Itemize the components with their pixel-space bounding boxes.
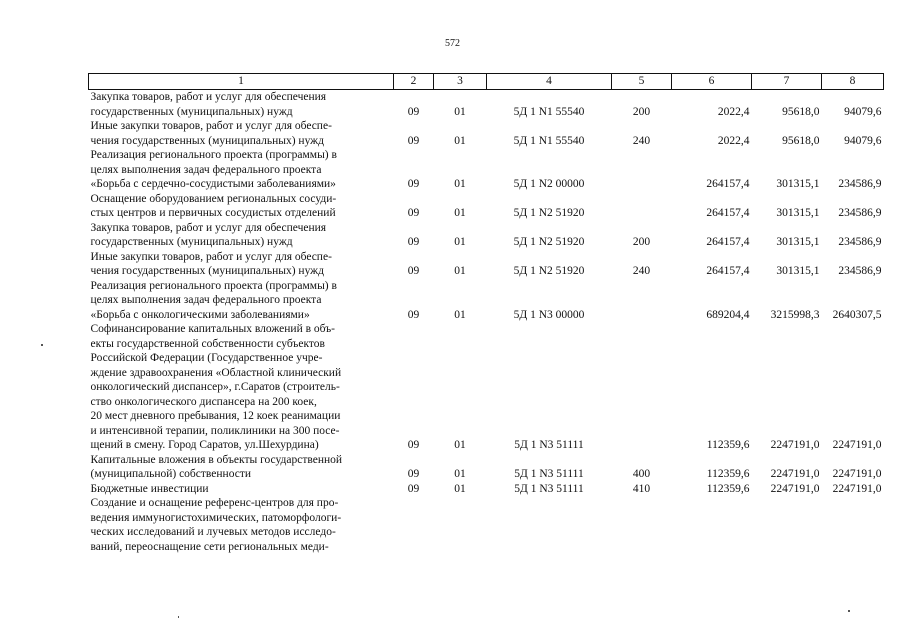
amount-col-6: [672, 496, 752, 554]
amount-col-6: 2022,4: [717, 134, 750, 147]
amount-col-6: 264157,4: [706, 207, 750, 219]
section-code: 09: [407, 178, 420, 190]
description-line: Реализация регионального проекта (программы) в: [90, 279, 337, 292]
description-line: ваний, переоснащение сети региональных меди-: [90, 540, 329, 553]
section-code: 09: [407, 468, 420, 480]
description-line: Иные закупки товаров, работ и услуг для обеспе-: [90, 250, 332, 263]
description-line: Закупка товаров, работ и услуг для обеспечения: [90, 221, 327, 234]
amount-col-7: 95618,0: [782, 134, 820, 147]
subsection-code: [434, 496, 487, 554]
expense-type-code: 240: [632, 265, 651, 277]
amount-col-8: 94079,6: [844, 134, 882, 147]
description-line: Оснащение оборудованием региональных сосуди-: [90, 192, 337, 205]
expense-type-code: 410: [632, 482, 651, 495]
description-line: целях выполнения задач федерального проекта: [90, 294, 322, 306]
description-line: «Борьба с онкологическими заболеваниями»: [90, 308, 310, 321]
expense-type-code: [612, 496, 672, 554]
amount-col-7: 301315,1: [776, 178, 820, 190]
subsection-code: 01: [454, 207, 466, 219]
description-line: ждение здравоохранения «Областной клинический: [90, 366, 342, 379]
expense-type-code: 200: [632, 105, 651, 118]
amount-col-6: 689204,4: [706, 308, 750, 321]
amount-col-7: 301315,1: [776, 236, 820, 248]
scan-dot: [41, 344, 43, 346]
table-header: [89, 74, 884, 90]
column-header-7: 7: [752, 74, 822, 90]
section-code: 09: [407, 439, 420, 451]
table-row: [89, 90, 884, 120]
amount-col-7: 301315,1: [776, 265, 820, 277]
target-article-code: [487, 496, 612, 554]
description-line: Капитальные вложения в объекты государственной: [90, 453, 343, 466]
amount-col-7: 301315,1: [776, 207, 820, 219]
target-article-code: 5Д 1 N2 51920: [513, 236, 585, 248]
description-line: Закупка товаров, работ и услуг для обеспечения: [90, 91, 327, 103]
amount-col-7: 2247191,0: [770, 482, 820, 495]
amount-col-8: 2640307,5: [832, 308, 882, 321]
description-line: ство онкологического диспансера на 200 коек,: [90, 395, 317, 408]
amount-col-8: 234586,9: [838, 178, 882, 190]
amount-col-6: 264157,4: [706, 236, 750, 248]
target-article-code: 5Д 1 N1 55540: [513, 134, 585, 147]
table-body: [89, 90, 884, 555]
description-line: и интенсивной терапии, поликлиники на 300 посе-: [90, 424, 340, 437]
section-code: 09: [407, 308, 420, 321]
description-line: ческих исследований и лучевых методов исследо-: [90, 526, 336, 538]
section-code: 09: [407, 265, 420, 277]
amount-col-8: 2247191,0: [832, 482, 882, 495]
amount-col-7: [752, 496, 822, 554]
section-code: 09: [407, 105, 420, 118]
section-code: 09: [407, 207, 420, 219]
description-line: государственных (муниципальных) нужд: [90, 105, 293, 118]
amount-col-8: 234586,9: [838, 236, 882, 248]
section-code: [394, 496, 434, 554]
table-row: [89, 496, 884, 554]
table-row: [89, 119, 884, 148]
subsection-code: 01: [454, 468, 466, 480]
page-number: 572: [445, 38, 460, 49]
amount-col-7: 2247191,0: [770, 439, 820, 451]
subsection-code: 01: [454, 265, 466, 277]
subsection-code: 01: [454, 134, 466, 147]
section-code: 09: [407, 482, 420, 495]
description-line: «Борьба с сердечно-сосудистыми заболеваниями»: [90, 178, 336, 190]
table-row: [89, 279, 884, 323]
expense-type-code: 240: [632, 134, 651, 147]
scan-dot: [848, 610, 850, 612]
description-line: Российской Федерации (Государственное учре-: [90, 352, 323, 364]
header-row: [89, 74, 884, 90]
description-line: Реализация регионального проекта (программы) в: [90, 149, 337, 161]
column-header-6: 6: [672, 74, 752, 90]
description-line: Создание и оснащение референс-центров для про-: [90, 497, 339, 509]
row-description: [89, 90, 394, 120]
amount-col-7: 2247191,0: [770, 468, 820, 480]
table-row: [89, 453, 884, 482]
amount-col-8: 234586,9: [838, 207, 882, 219]
table-row: [89, 250, 884, 279]
column-header-4: 4: [487, 74, 612, 90]
column-header-2: 2: [394, 74, 434, 90]
target-article-code: 5Д 1 N3 51111: [514, 482, 584, 495]
expense-type-code: 400: [632, 468, 651, 480]
row-description: [89, 482, 394, 497]
description-line: Бюджетные инвестиции: [90, 482, 209, 495]
amount-col-6: 112359,6: [706, 468, 750, 480]
target-article-code: 5Д 1 N2 51920: [513, 207, 585, 219]
description-line: целях выполнения задач федерального проекта: [90, 163, 322, 176]
budget-table: [88, 73, 884, 554]
column-header-5: 5: [612, 74, 672, 90]
table-row: [89, 482, 884, 497]
amount-col-7: 95618,0: [782, 105, 820, 118]
table-row: [89, 148, 884, 192]
description-line: государственных (муниципальных) нужд: [90, 236, 293, 248]
amount-col-8: 2247191,0: [832, 439, 882, 451]
amount-col-7: 3215998,3: [770, 308, 820, 321]
row-description: [89, 453, 394, 482]
column-header-1: 1: [89, 74, 394, 90]
subsection-code: 01: [454, 308, 466, 321]
amount-col-6: 112359,6: [706, 482, 750, 495]
amount-col-6: 112359,6: [706, 439, 750, 451]
column-header-8: 8: [822, 74, 884, 90]
row-description: [89, 250, 394, 279]
row-description: [89, 148, 394, 192]
description-line: екты государственной собственности субъектов: [90, 337, 325, 350]
target-article-code: 5Д 1 N3 00000: [513, 308, 585, 321]
subsection-code: 01: [454, 439, 466, 451]
expense-type-code: [612, 192, 672, 221]
target-article-code: 5Д 1 N3 51111: [514, 468, 584, 480]
row-description: [89, 192, 394, 221]
target-article-code: 5Д 1 N3 51111: [514, 439, 584, 451]
table-row: [89, 221, 884, 250]
amount-col-8: 234586,9: [838, 265, 882, 277]
table-row: [89, 322, 884, 453]
subsection-code: 01: [454, 236, 466, 248]
row-description: [89, 119, 394, 148]
section-code: 09: [407, 236, 420, 248]
row-description: [89, 221, 394, 250]
section-code: 09: [407, 134, 420, 147]
description-line: щений в смену. Город Саратов, ул.Шехурдина): [90, 439, 319, 451]
row-description: [89, 279, 394, 323]
target-article-code: 5Д 1 N2 51920: [513, 265, 585, 277]
description-line: (муниципальной) собственности: [90, 468, 252, 480]
description-line: Софинансирование капитальных вложений в объ-: [90, 323, 336, 335]
expense-type-code: [612, 279, 672, 323]
amount-col-8: [822, 496, 884, 554]
amount-col-8: 94079,6: [844, 105, 882, 118]
description-line: ведения иммуногистохимических, патоморфологи-: [90, 511, 342, 524]
table-row: [89, 192, 884, 221]
description-line: онкологический диспансер», г.Саратов (строитель-: [90, 381, 340, 393]
subsection-code: 01: [454, 105, 466, 118]
scan-dot: [178, 616, 179, 618]
subsection-code: 01: [454, 482, 466, 495]
amount-col-8: 2247191,0: [832, 468, 882, 480]
expense-type-code: [612, 148, 672, 192]
subsection-code: 01: [454, 178, 466, 190]
description-line: Иные закупки товаров, работ и услуг для обеспе-: [90, 120, 332, 132]
target-article-code: 5Д 1 N1 55540: [513, 105, 585, 118]
row-description: [89, 496, 394, 554]
amount-col-6: 264157,4: [706, 178, 750, 190]
description-line: чения государственных (муниципальных) нужд: [90, 134, 324, 147]
amount-col-6: 264157,4: [706, 265, 750, 277]
expense-type-code: [612, 322, 672, 453]
description-line: стых центров и первичных сосудистых отделений: [90, 207, 336, 219]
target-article-code: 5Д 1 N2 00000: [513, 178, 585, 190]
description-line: чения государственных (муниципальных) нужд: [90, 265, 324, 277]
amount-col-6: 2022,4: [717, 105, 750, 118]
column-header-3: 3: [434, 74, 487, 90]
row-description: [89, 322, 394, 453]
description-line: 20 мест дневного пребывания, 12 коек реанимации: [90, 410, 341, 422]
expense-type-code: 200: [632, 236, 651, 248]
